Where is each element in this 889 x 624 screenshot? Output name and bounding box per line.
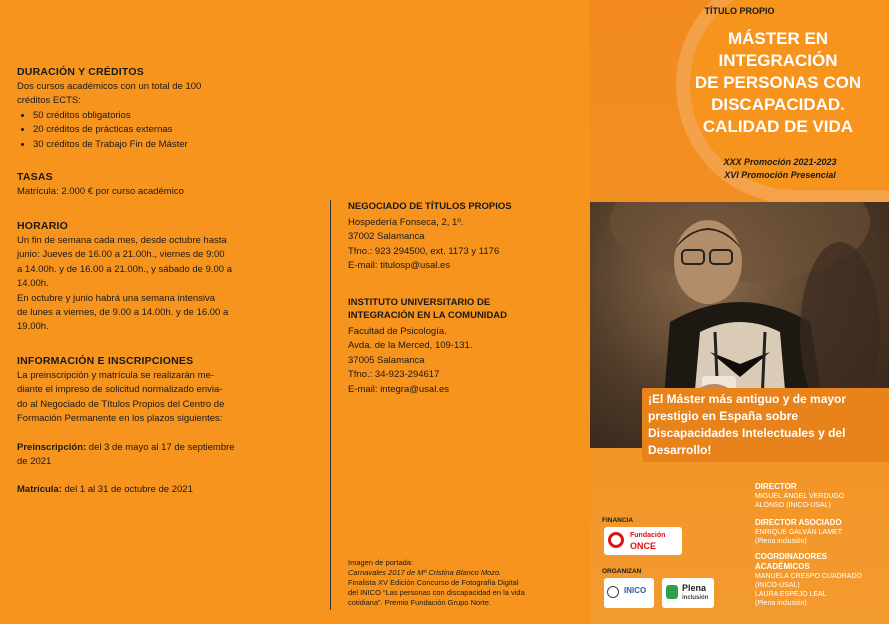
credits-list	[17, 109, 257, 152]
preinscripcion-dates: del 3 de mayo al 17 de septiembre	[86, 441, 235, 453]
coordinadores-label-text: COORDINADORES	[755, 552, 828, 561]
credits-item: • 30 créditos de Trabajo Fin de Máster	[33, 138, 257, 152]
instituto-line: Tfno.: 34-923-294617	[348, 369, 440, 381]
tasas-text: Matrícula: 2.000 € por curso académico	[17, 186, 184, 197]
info-line: La preinscripción y matrícula se realizarán me-	[17, 370, 214, 381]
instituto-line: Facultad de Psicología.	[348, 326, 447, 337]
asociado-label-text: DIRECTOR ASOCIADO	[755, 518, 842, 527]
coordinadores-label	[755, 562, 885, 572]
horario-line: junio: Jueves de 16.00 a 21.00h., viernes de 9:00	[17, 249, 225, 261]
director-block	[755, 482, 885, 510]
promotion-line: XVI Promoción Presencial	[724, 170, 836, 180]
inico-text: INICO	[624, 586, 647, 595]
promotion	[690, 156, 870, 182]
cover-panel	[590, 0, 889, 624]
title-line: DE PERSONAS CON	[694, 73, 862, 92]
coordinador-name: (INICO-USAL)	[755, 582, 800, 589]
coordinadores-block	[755, 552, 885, 608]
horario-section	[17, 220, 257, 335]
negociado-email[interactable]: E-mail: titulosp@usal.es	[348, 260, 451, 272]
tasas-section	[17, 171, 257, 199]
promotion-line: XXX Promoción 2021-2023	[723, 157, 837, 167]
title-line: INTEGRACIÓN	[718, 51, 838, 70]
divider	[330, 200, 331, 610]
coordinador-name: MANUELA CRESPO CUADRADO	[755, 573, 862, 580]
info-line: diante el impreso de solicitud normalizado envia-	[17, 384, 223, 396]
plena-text: inclusión	[682, 595, 709, 601]
info-line: Formación Permanente en los plazos siguientes:	[17, 413, 223, 425]
horario-line: de lunes a viernes, de 9.00 a 14.00h. y de 16.00 a	[17, 307, 229, 319]
preinscripcion	[17, 441, 257, 455]
usal-seal-icon	[607, 586, 619, 598]
credit-line: Finalista XV Edición Concurso de Fotografía Digital	[348, 578, 519, 587]
info-line: do al Negociado de Títulos Propios del Centro de	[17, 398, 225, 410]
instituto-line: Avda. de la Merced, 109-131.	[348, 340, 473, 352]
duracion-section	[17, 66, 257, 152]
once-text: ONCE	[630, 541, 657, 551]
fundacion-once-logo	[604, 527, 682, 555]
credit-line: Imagen de portada:	[348, 558, 414, 567]
negociado-line: 37002 Salamanca	[348, 231, 425, 243]
director-label	[755, 482, 885, 492]
negociado-line: Tfno.: 923 294500, ext. 1173 y 1176	[348, 245, 500, 257]
horario-heading: HORARIO	[17, 220, 68, 232]
tasas-heading: TASAS	[17, 171, 53, 183]
organizan-label: ORGANIZAN	[602, 568, 642, 575]
asociado-name: ENRIQUE GALVÁN LAMET	[755, 529, 843, 536]
coordinador-name: (Plena inclusión)	[755, 600, 807, 607]
negociado-heading: NEGOCIADO DE TÍTULOS PROPIOS	[348, 201, 512, 212]
preinscripcion-label: Preinscripción:	[17, 441, 87, 453]
instituto-heading: INTEGRACIÓN EN LA COMUNIDAD	[348, 310, 508, 321]
asociado-name: (Plena inclusión)	[755, 538, 807, 545]
tagline: ¡El Máster más antiguo y de mayor prestigio en España sobre Discapacidades Intelectuales y del Desarrollo!	[642, 388, 889, 462]
page-title	[678, 28, 878, 138]
plena-icon	[666, 585, 678, 599]
info-section	[17, 355, 257, 498]
matricula	[17, 483, 257, 497]
horario-line: a 14.00h. y de 16.00 a 21.00h., y sábado de 9.00 a	[17, 263, 232, 275]
plena-inclusion-logo	[662, 578, 714, 608]
coordinadores-label-text: ACADÉMICOS	[755, 562, 810, 571]
duracion-line: créditos ECTS:	[17, 95, 81, 107]
duracion-heading: DURACIÓN Y CRÉDITOS	[17, 66, 144, 78]
credits-item: • 20 créditos de prácticas externas	[33, 123, 257, 137]
coordinador-name: LAURA ESPEJO LEAL	[755, 591, 827, 598]
title-line: MÁSTER EN	[727, 29, 829, 48]
negociado-line: Hospedería Fonseca, 2, 1º.	[348, 217, 464, 228]
matricula-label: Matrícula:	[17, 484, 62, 496]
instituto-line: 37005 Salamanca	[348, 354, 425, 366]
asociado-block	[755, 518, 885, 546]
horario-line: 19.00h.	[17, 321, 49, 333]
once-icon	[608, 532, 624, 548]
inico-logo	[604, 578, 654, 608]
horario-line: 14.00h.	[17, 278, 49, 290]
once-text: Fundación	[630, 532, 666, 539]
coordinadores-label	[755, 552, 885, 562]
negociado-section	[348, 200, 568, 274]
horario-line: Un fin de semana cada mes, desde octubre hasta	[17, 235, 227, 246]
info-heading: INFORMACIÓN E INSCRIPCIONES	[17, 355, 194, 367]
instituto-heading: INSTITUTO UNIVERSITARIO DE	[348, 297, 491, 308]
plena-text: Plena	[682, 583, 707, 593]
title-line: CALIDAD DE VIDA	[702, 117, 854, 136]
left-panel	[0, 0, 290, 624]
director-name: ALONSO (INICO-USAL)	[755, 502, 831, 509]
horario-line: En octubre y junio habrá una semana intensiva	[17, 292, 216, 304]
asociado-label	[755, 518, 885, 528]
financia-label: FINANCIA	[602, 517, 634, 524]
title-line: DISCAPACIDAD.	[711, 95, 845, 114]
duracion-line: Dos cursos académicos con un total de 100	[17, 81, 202, 92]
middle-panel	[290, 0, 590, 624]
credit-line: del INICO “Las personas con discapacidad en la vida	[348, 588, 525, 597]
photo-credit	[348, 558, 568, 608]
titulo-propio-tag: TÍTULO PROPIO	[704, 6, 775, 16]
instituto-email[interactable]: E-mail: integra@usal.es	[348, 383, 449, 395]
preinscripcion-year: de 2021	[17, 456, 52, 468]
credit-line: Carnavales 2017 de Mª Cristina Blanco Mozo.	[348, 568, 502, 577]
matricula-dates: del 1 al 31 de octubre de 2021	[61, 484, 193, 496]
credit-line: cotidiana”. Premio Fundación Grupo Norte.	[348, 598, 491, 607]
director-label-text: DIRECTOR	[755, 482, 797, 491]
instituto-section	[348, 296, 568, 397]
director-name: MIGUEL ÁNGEL VERDUGO	[755, 493, 845, 500]
credits-item: • 50 créditos obligatorios	[33, 109, 257, 123]
